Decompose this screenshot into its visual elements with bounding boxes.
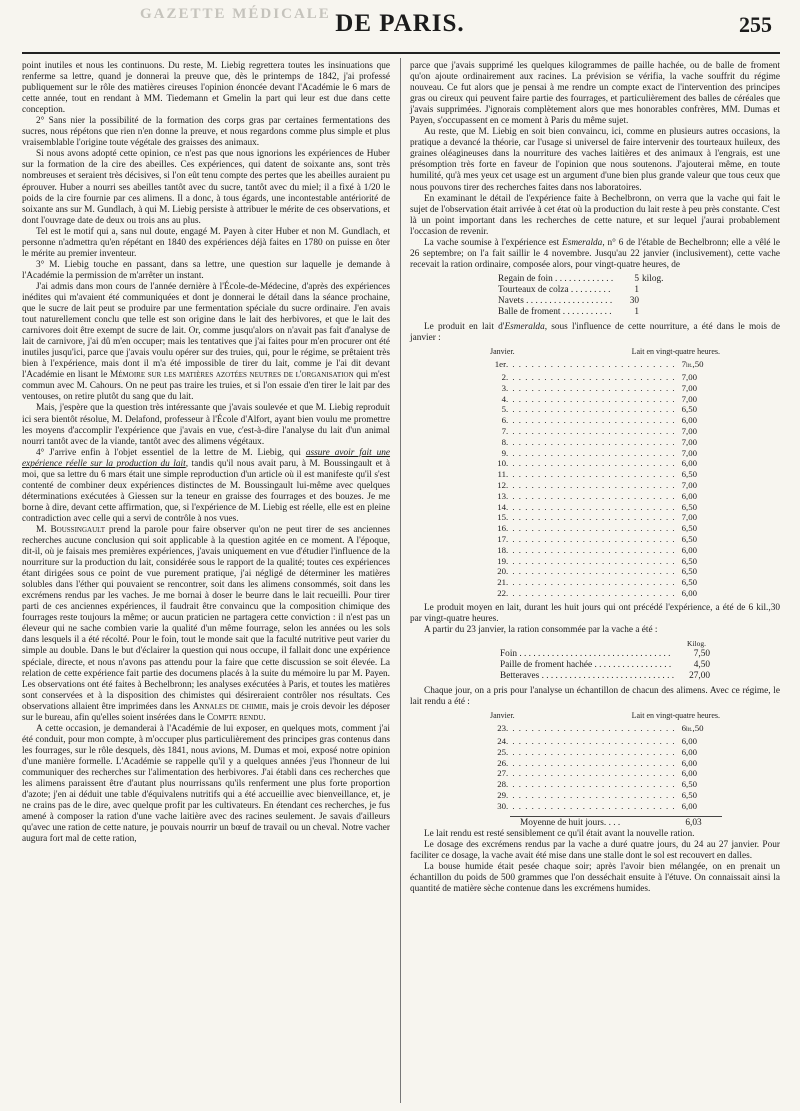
paragraph — [410, 238, 780, 271]
leader-dots — [506, 480, 674, 491]
litres-cell: 6 — [681, 768, 686, 779]
paragraph: Le produit moyen en lait, durant les huit jours qui ont précédé l'expérience, a été de 6 kil.,30 par vingt-quatre heures. — [410, 602, 780, 624]
text-run: Le produit en lait d' — [424, 322, 505, 333]
fraction-cell — [686, 577, 720, 588]
column-header: Lait en vingt-quatre heures. — [631, 711, 720, 721]
leader-dots — [506, 534, 674, 545]
text-run: 4° J'arrive enfin à l'objet essentiel de la lettre de M. Liebig, qui — [36, 447, 301, 458]
day-cell: 15 — [497, 512, 506, 523]
day-cell: 23 — [497, 723, 506, 734]
left-column — [22, 61, 390, 845]
fraction-cell — [686, 458, 720, 469]
day-cell: 3 — [501, 382, 506, 393]
litre-abbrev: lit. — [686, 363, 693, 370]
fraction-cell — [686, 588, 720, 599]
day-cell: 10 — [497, 458, 506, 469]
fraction-cell — [686, 383, 720, 394]
fraction-cell — [686, 523, 720, 534]
litres-cell: 6 — [681, 555, 686, 566]
fraction-value: ,00 — [686, 768, 697, 779]
day-cell: 8 — [501, 436, 506, 447]
day-cell: 19 — [497, 555, 506, 566]
table-row — [490, 415, 720, 426]
litre-abbrev: lit. — [686, 727, 693, 734]
day-cell: 9 — [501, 447, 506, 458]
ration-row — [500, 660, 710, 671]
fraction-cell — [686, 426, 720, 437]
leader-dots — [506, 469, 674, 480]
day-cell: 6 — [501, 415, 506, 426]
ration-row — [498, 296, 678, 307]
paragraph: point inutiles et nous les continuons. Du reste, M. Liebig regrettera toutes les insinuations que renferme sa lettre, quand je donnerai la preuve que, dès le printemps de 1842, j'ai professé publiquement sur le rôle des matières cireuses l'opinion énoncée devant l'Académie le 6 mars de cette année, tout en rendant à MM. Tiedemann et Gmelin la part qui leur est due dans cette conception. — [22, 61, 390, 116]
fraction-cell — [686, 556, 720, 567]
mean-row — [520, 818, 720, 829]
fraction-value: ,00 — [686, 382, 697, 393]
day-cell: 16 — [497, 523, 506, 534]
day-cell: 12 — [497, 479, 506, 490]
ration-value: 4,50 — [693, 659, 710, 670]
ration-value: 27,00 — [689, 671, 710, 682]
ration-row — [500, 671, 710, 682]
mean-whole: 6 — [685, 817, 690, 828]
leader-dots — [506, 372, 674, 383]
ration-label: Regain de foin . . . — [498, 274, 613, 285]
fraction-cell — [686, 404, 720, 415]
litres-cell: 7 — [681, 447, 686, 458]
ration-unit: kilog. — [642, 273, 664, 284]
table-rule — [510, 816, 722, 817]
day-cell: 20 — [497, 566, 506, 577]
ration-label: Paille de froment hachée . . . — [500, 660, 674, 671]
table-row — [490, 588, 720, 599]
ration-label: Balle de froment . . . — [498, 307, 613, 318]
fraction-value: ,50 — [686, 779, 697, 790]
ration-label: Tourteaux de colza . . . — [498, 285, 613, 296]
fraction-cell — [686, 545, 720, 556]
litres-cell: 6 — [681, 746, 686, 757]
paragraph — [410, 322, 780, 344]
litres-cell: 6 — [681, 523, 686, 534]
leader-dots — [506, 556, 674, 567]
fraction-value: ,00 — [686, 757, 697, 768]
fraction-cell — [686, 747, 720, 758]
mean-label-text: Moyenne de huit jours — [520, 817, 604, 828]
litres-cell: 6 — [681, 800, 686, 811]
leader-dots — [506, 566, 674, 577]
litres-cell: 6 — [681, 779, 686, 790]
leader-dots — [506, 779, 674, 790]
litres-cell: 7 — [681, 393, 686, 404]
table-row — [490, 502, 720, 513]
ration-unit — [639, 285, 678, 296]
fraction-value: ,50 — [692, 359, 704, 370]
ration-label: Foin . . . — [500, 649, 674, 660]
table-row — [490, 512, 720, 523]
litres-cell: 6 — [681, 490, 686, 501]
paragraph — [22, 282, 390, 404]
litres-cell: 7 — [681, 359, 686, 370]
paragraph: parce que j'avais supprimé les quelques kilogrammes de paille hachée, ou de balle de froment qu'on ajoute ordinairement aux racines. La prévision se vérifia, la vache souffrit du régime nouveau. Ce fut alors que je pensai à me rendre un compte exact de l'intervention des principes gras ou cireux qui peuvent faire partie des fourrages, et particulièrement des balles de céréales que j'avais supprimées. J'ignorais complètement alors que mes honorables confrères, MM. Dumas et Payen, s'occupassent en ce moment à Paris du même sujet. — [410, 61, 780, 127]
text-run: qui m'est commun avec M. Cahours. On ne peut pas traire les truies, et si l'on essaie d'en tirer le lait par des ventouses, on retire plutôt du sang que du lait. — [22, 370, 390, 403]
day-cell: 24 — [497, 736, 506, 747]
speaker-name: M. Boussingault — [36, 524, 106, 535]
table-row — [490, 437, 720, 448]
leader-dots — [506, 588, 674, 599]
leader-dots — [506, 426, 674, 437]
fraction-value: ,00 — [686, 587, 697, 598]
table-row — [490, 404, 720, 415]
text-run: prend la parole pour faire observer qu'on ne peut tirer de ses anciennes recherches aucune conclusion qui soit applicable à la question agitée en ce moment. A l'époque, dit-il, où je faisais mes premières expériences, j'avais uniquement en vue d'étudier l'influence de la nourriture sur la production du lait, considérée sous le rapport de la qualité; toutes ces expériences étant dirigées sous ce point de vue purement pratique, j'ai négligé de déterminer les matières solubles dans l'éther qui pouvaient se rencontrer, soit dans les alimens consommés, soit dans les excrémens rendus par les vaches. Je me bornai à doser le beurre dans le lait recueilli. Pour tirer parti de ces anciennes expériences, il faudrait être convaincu que la composition chimique des fourrages reste toujours la même; or aucun praticien ne partagera cette conviction : il n'est pas un éleveur qui ne sache combien varie la qualité d'un même fourrage, selon les années ou les sols dans lesquels il a été récolté. Pour le foin, tout le monde sait que la faculté nutritive peut varier du simple au double. Dans le but d'éclairer la question qui nous occupe, il fallait donc une expérience spéciale, directe, et nous n'avons pas attendu pour la faire que cette discussion se soit élevée. La relation de cette expérience fait partie des documens placés à la suite du mémoire lu par M. Payen. Les observations ont été faites à Bechelbronn; les analyses exécutées à Paris, et toutes les matières sont conservées et à la disposition des chimistes qui désireraient contrôler nos résultats. Ces observations allaient être imprimées dans les — [22, 524, 390, 712]
leader-dots — [506, 437, 674, 448]
new-ration-list — [500, 638, 710, 682]
running-title: DE PARIS. — [335, 10, 465, 37]
day-cell: 25 — [497, 746, 506, 757]
fraction-value: ,00 — [686, 415, 697, 426]
day-cell: 4 — [501, 393, 506, 404]
paragraph: Le lait rendu est resté sensiblement ce qu'il était avant la nouvelle ration. — [424, 828, 695, 839]
fraction-cell — [686, 372, 720, 383]
paragraph: Tel est le motif qui a, sans nul doute, engagé M. Payen à citer Huber et non M. Gundlach, et personne n'admettra qu'en répétant en 1840 des expériences déjà faites en 1780 on puisse en ôter le mérite au premier inventeur. — [22, 226, 390, 259]
table-row — [490, 523, 720, 534]
show-through-text: GAZETTE MÉDICALE — [140, 6, 331, 22]
milk-table-january — [490, 346, 720, 599]
litres-cell: 7 — [681, 372, 686, 383]
leader-dots — [506, 502, 674, 513]
fraction-cell — [686, 736, 720, 747]
column-header: Janvier. — [490, 347, 515, 357]
fraction-cell — [686, 779, 720, 790]
litres-cell: 7 — [681, 479, 686, 490]
table-row — [490, 556, 720, 567]
day-cell: 13 — [497, 490, 506, 501]
table-row — [490, 469, 720, 480]
column-divider — [400, 58, 401, 1103]
litres-cell: 6 — [681, 415, 686, 426]
day-cell: 18 — [497, 544, 506, 555]
leader-dots — [506, 404, 674, 415]
table-row — [490, 534, 720, 545]
ration-label: Navets . . . — [498, 296, 613, 307]
leader-dots — [506, 523, 674, 534]
table-row — [490, 768, 720, 779]
fraction-value: ,00 — [686, 426, 697, 436]
fraction-value: ,00 — [686, 800, 697, 811]
journal-name: Compte rendu — [206, 712, 264, 723]
litres-cell: 6 — [681, 587, 686, 598]
leader-dots — [506, 577, 674, 588]
litres-cell: 7 — [681, 382, 686, 393]
day-cell: 2 — [501, 372, 506, 383]
table-row — [490, 394, 720, 405]
table-header — [490, 710, 720, 721]
leader-dots — [506, 415, 674, 426]
leader-dots — [506, 359, 674, 372]
fraction-cell — [686, 790, 720, 801]
leader-dots — [506, 448, 674, 459]
fraction-value: ,50 — [686, 566, 697, 577]
table-row — [490, 458, 720, 469]
paragraph: 2° Sans nier la possibilité de la formation des corps gras par certaines fermentations des sucres, nous répétons que rien n'en donne la preuve, et nous regardons comme plus simple et plus vraisemblable l'origine toute végétale des graisses des animaux. — [22, 116, 390, 149]
table-row — [490, 545, 720, 556]
day-cell: 22 — [497, 587, 506, 598]
fraction-value: ,00 — [686, 512, 697, 523]
day-cell: 26 — [497, 757, 506, 768]
fraction-value: ,00 — [686, 746, 697, 757]
day-cell: 1er — [494, 359, 506, 370]
leader-dots — [506, 736, 674, 747]
leader-dots — [506, 491, 674, 502]
fraction-value: ,50 — [686, 577, 697, 588]
litres-cell: 6 — [681, 533, 686, 544]
leader-dots — [506, 545, 674, 556]
fraction-value: ,00 — [686, 372, 697, 383]
text-run: , tandis qu'il nous avait paru, à M. Boussingault et à moi, que sa lettre du 6 mars était une simple reproduction d'un article où il est manifeste qu'il s'est contenté de combiner deux expériences distinctes de M. Boussingault lui-même avec quelques déterminations exécutées à Giessen sur la teneur en graisse des fourrages et des bouzes. Je me borne à dire, devant cette affirmation, que, si l'expérience de M. Liebig est réelle, elle est en pleine contradiction avec celle qui a servi de contrôle à nos vues. — [22, 458, 390, 524]
fraction-value: ,50 — [686, 790, 697, 800]
table-row — [490, 359, 720, 372]
table-row — [490, 736, 720, 747]
text-run: , n° 6 de l'étable de Bechelbronn; elle a vêlé le 26 septembre; on l'a fait saillir le 4 novembre. Jusqu'au 22 janvier (inclusivement), cette vache recevait la ration ordinaire, composée alors, pour vingt-quatre heures, de — [410, 237, 781, 270]
table-row — [490, 491, 720, 502]
fraction-cell — [686, 480, 720, 491]
fraction-value: ,00 — [686, 490, 697, 501]
fraction-cell — [686, 448, 720, 459]
paragraph: M. Boussingault prend la parole pour faire observer qu'on ne peut tirer de ses anciennes recherches aucune conclusion qui soit applicable à la question agitée en ce moment. A l'époque, dit-il, où je faisais mes premières expériences, j'avais uniquement en vue d'étudier l'influence de la nourriture sur la production du lait, considérée sous le rapport de la qualité; toutes ces expériences étant dirigées sous ce point de vue purement pratique, j'ai négligé de déterminer les matières solubles dans l'éther qui pouvaient se rencontrer, soit dans les alimens consommés, soit dans les excrémens rendus par les vaches. Je me bornai à doser le beurre dans le lait recueilli. Pour tirer parti de ces anciennes expériences, il faudrait être convaincu que la composition chimique des fourrages reste toujours la même; or aucun praticien ne partagera cette conviction : il n'est pas un éleveur qui ne sache combien varie la qualité d'un même fourrage, selon les années ou les sols dans lesquels il a été récolté. Pour le foin, tout le monde sait que la faculté nutritive peut varier du simple au double. Dans le but d'éclairer la question qui nous occupe, il fallait donc une expérience spéciale, directe, et nous n'avons pas attendu pour la faire que cette discussion se soit élevée. La relation de cette expérience fait partie des documens placés à la suite du mémoire lu par M. Payen. Les observations ont été faites à Bechelbronn; les analyses exécutées à Paris, et toutes les matières sont conservées et à la disposition des chimistes qui désireraient contrôler nos résultats. Ces observations allaient être imprimées dans les Annales de chimie, mais je crois devoir les déposer sur le bureau, afin qu'elles soient insérées dans le Compte rendu. — [22, 524, 390, 723]
fraction-cell — [686, 758, 720, 769]
day-cell: 30 — [497, 800, 506, 811]
litres-cell: 6 — [681, 404, 686, 415]
table-row — [490, 480, 720, 491]
fraction-value: ,50 — [686, 533, 697, 544]
paragraph: Si nous avons adopté cette opinion, ce n'est pas que nous ignorions les expériences de Huber sur la formation de la cire des abeilles. Ces expériences, qui datent de soixante ans, sont très nombreuses et seraient très décisives, si l'on eût tenu compte des pertes que les abeilles auraient pu éprouver. Huber a nourri ses abeilles tantôt avec du sucre, tantôt avec du miel; il a fixé à 1/20 le poids de la cire fournie par ces alimens. Il a donc, à tous égards, une incontestable antériorité de soixante ans sur M. Gundlach, à qui M. Liebig persiste à attribuer le mérite de ces observations, et dont l'ouvrage date de deux ou trois ans au plus. — [22, 149, 390, 226]
litres-cell: 6 — [681, 501, 686, 512]
litres-cell: 7 — [681, 426, 686, 436]
litres-cell: 7 — [681, 512, 686, 523]
milk-table-new-ration — [490, 710, 720, 811]
leader-dots — [506, 512, 674, 523]
fraction-cell — [686, 359, 720, 372]
page-header — [0, 0, 800, 44]
paragraph: Mais, j'espère que la question très intéressante que j'avais soulevée et que M. Liebig reproduit ici sera bientôt résolue, M. Delafond, professeur à l'École d'Alfort, ayant bien voulu me promettre les moyens d'accomplir l'expérience que j'avais en vue, c'est-à-dire l'analyse du lait d'un animal nourri tantôt avec de la viande, tantôt avec des alimens végétaux. — [22, 403, 390, 447]
fraction-cell — [686, 394, 720, 405]
ration-row — [498, 274, 678, 285]
mean-frac: ,03 — [690, 817, 702, 828]
paragraph: Le dosage des excrémens rendus par la vache a duré quatre jours, du 24 au 27 janvier. Pour faciliter ce dosage, la vache avait été mise dans une stalle dont le sol est recouvert en dalles. — [410, 839, 780, 861]
table-row — [490, 383, 720, 394]
ration-value: 1 — [634, 284, 639, 295]
fraction-cell — [686, 491, 720, 502]
fraction-value: ,00 — [686, 544, 697, 555]
text-run: , mais je crois devoir les déposer sur le bureau, afin qu'elles soient insérées dans le — [22, 701, 390, 723]
paragraph: La bouse humide était pesée chaque soir; après l'avoir bien mélangée, on en prenait un échantillon du poids de 500 grammes que l'on desséchait ensuite à l'étuve. On connaissait ainsi la quantité de matière sèche contenue dans les excrémens humides. — [410, 861, 780, 894]
leader-dots — [506, 394, 674, 405]
fraction-cell — [686, 534, 720, 545]
paragraph: En examinant le détail de l'expérience faite à Bechelbronn, on verra que la vache qui fait le sujet de l'observation était arrivée à cet état où la production du lait reste à peu près constante. C'est là un point important dans les recherches de cette nature, et sur lequel j'aurai probablement l'occasion de revenir. — [410, 193, 780, 237]
fraction-value: ,50 — [686, 523, 697, 534]
fraction-value: ,50 — [686, 404, 697, 415]
fraction-value: ,50 — [686, 469, 697, 480]
fraction-cell — [686, 415, 720, 426]
column-header: Lait en vingt-quatre heures. — [631, 347, 720, 357]
fraction-cell — [686, 502, 720, 513]
ordinary-ration-list — [498, 274, 678, 318]
fraction-value: ,00 — [686, 436, 697, 447]
fraction-cell — [686, 437, 720, 448]
table-row — [490, 758, 720, 769]
ration-row — [498, 307, 678, 318]
table-row — [490, 723, 720, 736]
day-cell: 21 — [497, 577, 506, 588]
day-cell: 29 — [497, 790, 506, 800]
day-cell: 7 — [501, 426, 506, 436]
text-run: La vache soumise à l'expérience est — [424, 237, 560, 248]
paragraph: A partir du 23 janvier, la ration consommée par la vache a été : — [424, 624, 658, 635]
litres-cell: 6 — [681, 723, 686, 734]
day-cell: 14 — [497, 501, 506, 512]
table-row — [490, 426, 720, 437]
litres-cell: 6 — [681, 566, 686, 577]
paragraph: A cette occasion, je demanderai à l'Académie de lui exposer, en quelques mots, comment j'ai été conduit, pour mon compte, à m'occuper plus particulièrement des principes gras contenus dans les fourrages, sur le rôle desquels, dès 1841, nous avions, M. Dumas et moi, exposé notre opinion d'une manière formelle. L'Académie se rappelle qu'il y a quelques années j'eus l'honneur de lui communiquer des recherches sur l'alimentation des herbivores. J'ai établi dans ces recherches que les alimens paraissent être d'autant plus nourrissans qu'ils renferment une plus forte proportion d'azote; j'en ai déduit une table d'équivalens nutritifs qui a été accueillie avec bienveillance, et, je ne crains pas de le dire, avec quelque profit par les cultivateurs. En étendant ces recherches, je fus amené à composer la ration d'une vache laitière avec des racines seulement. Je savais d'ailleurs qu'avec une ration de cette nature, je pouvais nourrir un bœuf de travail ou un cheval. Notre vacher augura fort mal de cette ration, — [22, 723, 390, 845]
fraction-value: ,00 — [686, 479, 697, 490]
leader-dots — [506, 801, 674, 812]
paragraph: Chaque jour, on a pris pour l'analyse un échantillon de chacun des alimens. Avec ce régime, le lait rendu a été : — [410, 686, 780, 708]
table-row — [490, 372, 720, 383]
fraction-value: ,50 — [686, 501, 697, 512]
table-row — [490, 801, 720, 812]
ration-value: 1 — [634, 307, 639, 318]
day-cell: 17 — [497, 533, 506, 544]
table-row — [490, 448, 720, 459]
litres-cell: 6 — [681, 577, 686, 588]
fraction-cell — [686, 512, 720, 523]
leader-dots — [506, 758, 674, 769]
page-number: 255 — [739, 12, 772, 37]
fraction-cell — [686, 768, 720, 779]
table-row — [490, 577, 720, 588]
leader-dots — [506, 383, 674, 394]
leader-dots — [506, 747, 674, 758]
ration-row — [498, 285, 678, 296]
leader-dots — [506, 790, 674, 801]
ration-unit — [639, 307, 678, 318]
cow-name: Esmeralda — [504, 322, 545, 333]
journal-name: Annales de chimie — [192, 701, 267, 712]
unit-header: Kilog. — [687, 638, 706, 648]
ration-value: 30 — [629, 295, 639, 306]
ration-value: 5 — [634, 273, 639, 284]
table-row — [490, 790, 720, 801]
day-cell: 27 — [497, 768, 506, 779]
column-header: Janvier. — [490, 711, 515, 721]
mean-label: Moyenne de huit jours. . . . — [520, 817, 621, 828]
ration-unit — [639, 296, 678, 307]
fraction-value: ,50 — [686, 555, 697, 566]
litres-cell: 6 — [681, 458, 686, 469]
paragraph: Au reste, que M. Liebig en soit bien convaincu, ici, comme en plusieurs autres occasions, la pratique a devancé la théorie, car l'usage si universel de faire intervenir des tourteaux huileux, des graines oléagineuses dans la nourriture des vaches laitières et des animaux à l'engrais, est une présomption très forte en faveur de l'opinion que nous soutenons. J'ajouterai même, en toute humilité, qu'à mes yeux cet usage est un argument d'une bien plus grande valeur que tous ceux que nous pouvons tirer des recherches faites dans nos laboratoires. — [410, 127, 780, 193]
ration-label: Betteraves . . . — [500, 671, 674, 682]
table-row — [490, 779, 720, 790]
ration-value: 7,50 — [693, 648, 710, 659]
paragraph: 3° M. Liebig touche en passant, dans sa lettre, une question sur laquelle je demande à l'Académie la permission de m'arrêter un instant. — [22, 259, 390, 281]
header-rule — [22, 52, 780, 54]
text-run: J'ai admis dans mon cours de l'année dernière à l'École-de-Médecine, d'après des expériences inédites qui m'avaient été communiquées et dont je donnerai le détail dans la séance prochaine, que le sucre de lait peut se produire par une fermentation spéciale du sucre ordinaire. J'en avais tout naturellement conclu que telle est son origine dans le lait des herbivores, et que le lait des carnivores doit être exempt de sucre de lait. Or, comme jusqu'alors on n'avait pas fait d'analyse de lait de carnivore, j'ai dû m'en occuper; mais les tentatives que j'ai faites pour m'en procurer ont été inutiles jusqu'ici, parce que j'avais voulu opérer sur des truies, qui, pour le régime, se prêtaient très bien à l'expérience, mais dont il m'a été impossible de tirer du lait, comme je l'ai dit devant l'Académie en lisant le — [22, 281, 390, 381]
fraction-value: ,00 — [686, 736, 697, 747]
table-row — [490, 566, 720, 577]
underlined-quote: assure avoir fait une expérience réelle sur la production du lait — [22, 447, 391, 469]
fraction-cell — [686, 469, 720, 480]
ration-row — [500, 649, 710, 660]
litres-cell: 6 — [681, 790, 686, 800]
fraction-cell — [686, 801, 720, 812]
fraction-value: ,00 — [686, 393, 697, 404]
cow-name: Esmeralda — [562, 237, 603, 248]
day-cell: 11 — [497, 469, 506, 480]
leader-dots — [506, 458, 674, 469]
table-row — [490, 747, 720, 758]
fraction-cell — [686, 566, 720, 577]
litres-cell: 6 — [681, 544, 686, 555]
fraction-value: ,00 — [686, 458, 697, 469]
litres-cell: 6 — [681, 757, 686, 768]
leader-dots — [506, 768, 674, 779]
paragraph — [22, 448, 390, 525]
day-cell: 28 — [497, 779, 506, 790]
litres-cell: 6 — [681, 469, 686, 480]
memoire-title: Mémoire sur les matières azotées neutres de l'organisation — [110, 370, 354, 381]
fraction-cell — [686, 723, 720, 736]
fraction-value: ,50 — [692, 723, 704, 734]
leader-dots — [506, 723, 674, 736]
day-cell: 5 — [501, 404, 506, 415]
litres-cell: 7 — [681, 436, 686, 447]
text-run: , sous l'influence de cette nourriture, a été dans le mois de janvier : — [410, 322, 781, 344]
right-column — [410, 61, 780, 895]
litres-cell: 6 — [681, 736, 686, 747]
table-header — [490, 346, 720, 357]
fraction-value: ,00 — [686, 447, 697, 458]
